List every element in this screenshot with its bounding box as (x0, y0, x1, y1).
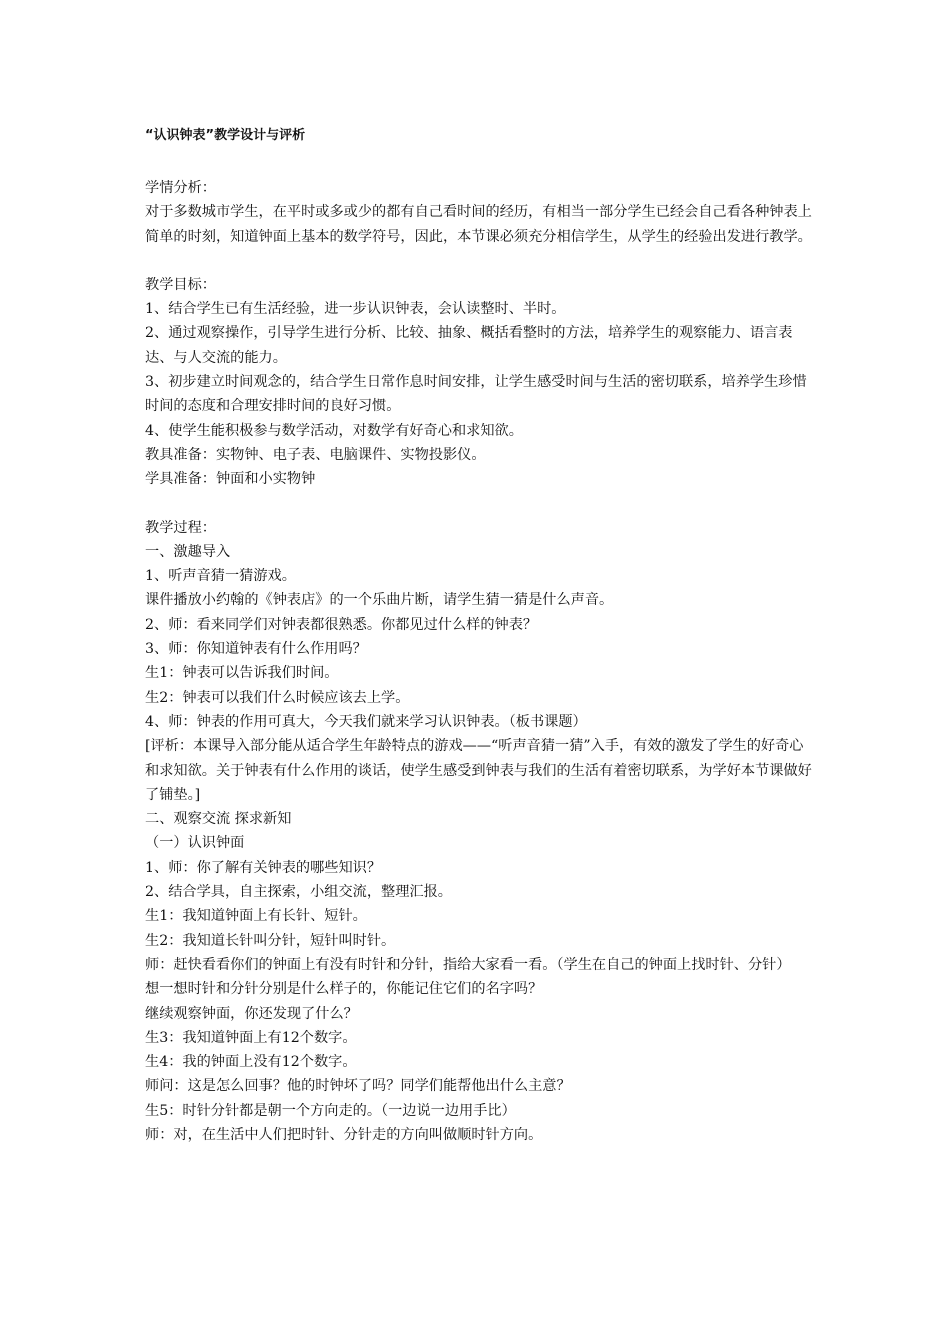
paragraph: 生1：我知道钟面上有长针、短针。 (145, 908, 367, 925)
paragraph: 生2：我知道长针叫分针，短针叫时针。 (145, 932, 396, 949)
section-learning-analysis (145, 176, 813, 249)
paragraph: 师：赶快看看你们的钟面上有没有时针和分针，指给大家看一看。（学生在自己的钟面上找时针、分针） (145, 956, 791, 973)
paragraph: 生4：我的钟面上没有12个数字。 (145, 1054, 357, 1071)
paragraph: 生3：我知道钟面上有12个数字。 (145, 1029, 357, 1046)
spacer (145, 492, 813, 516)
paragraph: 1、结合学生已有生活经验，进一步认识钟表，会认读整时、半时。 (145, 301, 566, 318)
paragraph: 教具准备：实物钟、电子表、电脑课件、实物投影仪。 (145, 446, 486, 463)
section-heading: 学情分析： (145, 180, 216, 196)
paragraph: 一、激趣导入 (145, 543, 231, 560)
paragraph: 课件播放小约翰的《钟表店》的一个乐曲片断，请学生猜一猜是什么声音。 (145, 592, 614, 609)
paragraph: 二、观察交流 探求新知 (145, 811, 292, 828)
spacer (145, 148, 813, 176)
paragraph: （一）认识钟面 (145, 835, 245, 852)
paragraph: 3、初步建立时间观念的，结合学生日常作息时间安排，让学生感受时间与生活的密切联系，培养学生珍惜时间的态度和合理安排时间的良好习惯。 (145, 374, 807, 415)
paragraph: 对于多数城市学生，在平时或多或少的都有自己看时间的经历，有相当一部分学生已经会自己看各种钟表上简单的时刻，知道钟面上基本的数学符号，因此，本节课必须充分相信学生，从学生的经验出发进行教学。 (145, 204, 812, 245)
paragraph: 继续观察钟面，你还发现了什么？ (145, 1005, 358, 1022)
paragraph: 2、通过观察操作，引导学生进行分析、比较、抽象、概括看整时的方法，培养学生的观察能力、语言表达、与人交流的能力。 (145, 325, 793, 366)
paragraph: 师：对，在生活中人们把时针、分针走的方向叫做顺时针方向。 (145, 1126, 543, 1143)
paragraph: 2、师：看来同学们对钟表都很熟悉。你都见过什么样的钟表？ (145, 616, 538, 633)
paragraph: 生2：钟表可以我们什么时候应该去上学。 (145, 689, 410, 706)
paragraph: 生5：时针分针都是朝一个方向走的。（一边说一边用手比） (145, 1102, 516, 1119)
paragraph: 2、结合学具，自主探索，小组交流，整理汇报。 (145, 884, 452, 901)
paragraph: 学具准备：钟面和小实物钟 (145, 471, 316, 488)
paragraph: 1、听声音猜一猜游戏。 (145, 568, 296, 585)
document-title: “认识钟表”教学设计与评析 (145, 128, 306, 143)
paragraph: 师问：这是怎么回事？他的时钟坏了吗？同学们能帮他出什么主意？ (145, 1078, 571, 1095)
paragraph: 4、师：钟表的作用可真大，今天我们就来学习认识钟表。（板书课题） (145, 713, 587, 730)
paragraph: 生1：钟表可以告诉我们时间。 (145, 665, 339, 682)
paragraph: [评析：本课导入部分能从适合学生年龄特点的游戏——“听声音猜一猜”入手，有效的激发了学生的好奇心和求知欲。关于钟表有什么作用的谈话，使学生感受到钟表与我们的生活有着密切联系，为学好本节课做好了铺垫。] (145, 738, 812, 803)
section-teaching-goals (145, 273, 813, 492)
paragraph: 4、使学生能积极参与数学活动，对数学有好奇心和求知欲。 (145, 422, 523, 439)
paragraph: 想一想时针和分针分别是什么样子的，你能记住它们的名字吗？ (145, 981, 543, 998)
section-teaching-process (145, 516, 813, 1148)
paragraph: 1、师：你了解有关钟表的哪些知识？ (145, 859, 382, 876)
section-heading: 教学过程： (145, 519, 216, 536)
section-heading: 教学目标： (145, 276, 216, 293)
spacer (145, 249, 813, 273)
document-body (145, 124, 813, 1147)
paragraph: 3、师：你知道钟表有什么作用吗？ (145, 641, 367, 658)
